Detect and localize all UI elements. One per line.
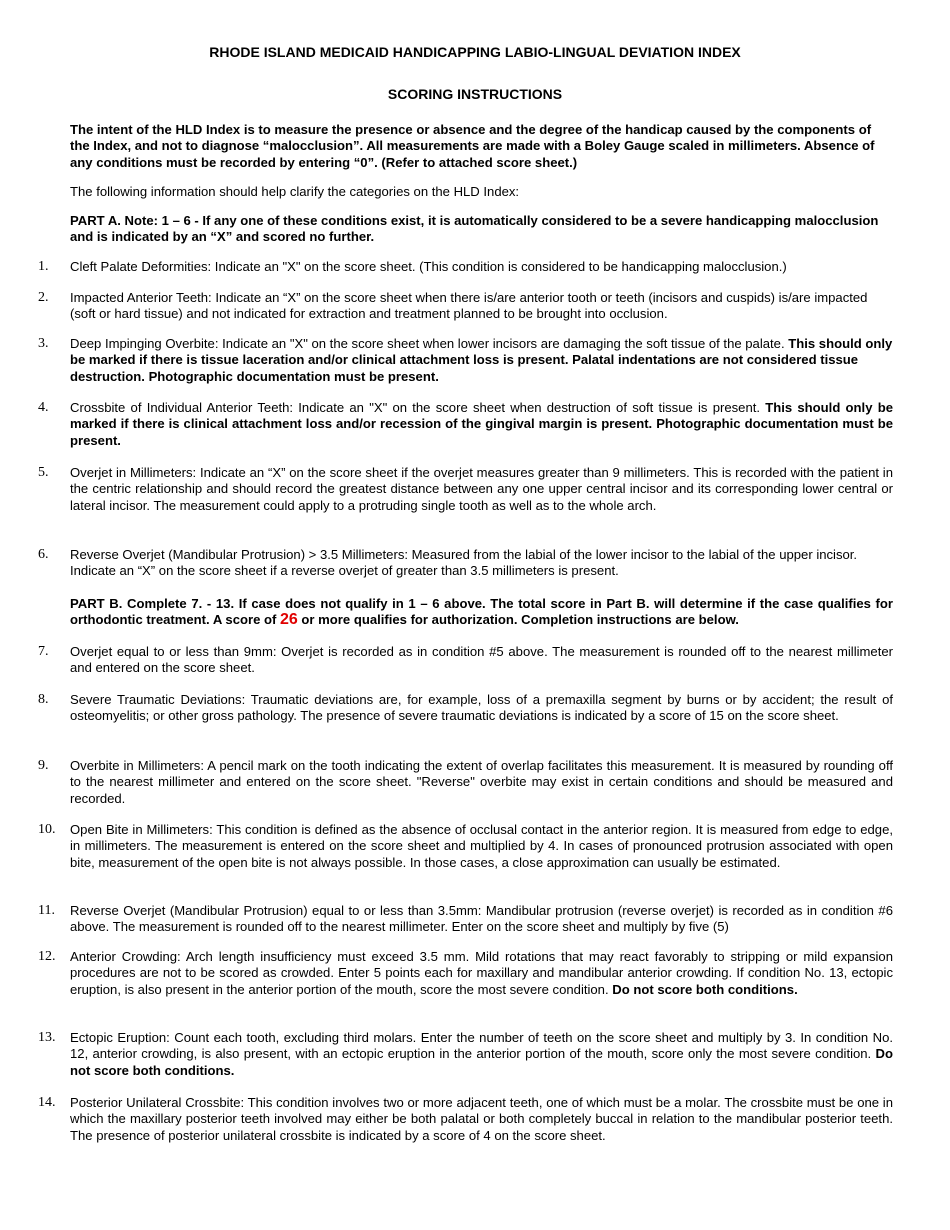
list-item <box>70 644 893 677</box>
item-number: 5. <box>38 465 49 480</box>
list-item <box>70 822 893 871</box>
item-number: 9. <box>38 758 49 773</box>
item-bold-text: Do not score both conditions. <box>70 1046 893 1078</box>
page-title: RHODE ISLAND MEDICAID HANDICAPPING LABIO-LINGUAL DEVIATION INDEX <box>209 44 741 60</box>
page-subtitle: SCORING INSTRUCTIONS <box>387 86 563 102</box>
qualifying-score: 26 <box>280 611 298 629</box>
item-text: Severe Traumatic Deviations: Traumatic deviations are, for example, loss of a premaxilla segment by burns or by accident; the result of osteomyelitis; or other gross pathology. The presence of severe traumatic deviations is indicated by a score of 15 on the score sheet. <box>70 692 893 724</box>
list-item <box>70 1095 893 1144</box>
item-number: 7. <box>38 644 49 659</box>
list-item <box>70 336 893 385</box>
part-b-heading <box>70 596 893 629</box>
item-number: 11. <box>38 903 55 918</box>
item-text: Crossbite of Individual Anterior Teeth: Indicate an "X" on the score sheet when destruction of soft tissue is present. <box>70 400 766 415</box>
item-number: 14. <box>38 1095 56 1110</box>
list-item <box>70 692 893 725</box>
list-item <box>70 290 893 323</box>
item-text: Overjet equal to or less than 9mm: Overjet is recorded as in condition #5 above. The measurement is rounded off to the nearest millimeter and entered on the score sheet. <box>70 644 893 676</box>
list-item <box>70 758 893 807</box>
clarify-paragraph: The following information should help clarify the categories on the HLD Index: <box>70 184 520 199</box>
item-number: 6. <box>38 547 49 562</box>
item-number: 3. <box>38 336 49 351</box>
item-text: Posterior Unilateral Crossbite: This condition involves two or more adjacent teeth, one of which must be a molar. The crossbite must be one in which the maxillary posterior teeth involved may either be both palatal or both completely buccal in relation to the mandibular posterior teeth. The presence of posterior unilateral crossbite is indicated by a score of 4 on the score sheet. <box>70 1095 893 1143</box>
item-text: Deep Impinging Overbite: Indicate an "X" on the score sheet when lower incisors are damaging the soft tissue of the palate. <box>70 336 789 351</box>
list-item <box>70 1030 893 1079</box>
list-item <box>70 547 893 580</box>
item-number: 13. <box>38 1030 56 1045</box>
item-number: 2. <box>38 290 49 305</box>
item-text: Reverse Overjet (Mandibular Protrusion) equal to or less than 3.5mm: Mandibular protrusion (reverse overjet) is recorded as in condition #6 above. The measurement is rounded off to the nearest millimeter. Enter on the score sheet and multiply by five (5) <box>70 903 893 935</box>
item-number: 1. <box>38 259 49 274</box>
list-item <box>70 949 893 998</box>
item-text: Overbite in Millimeters: A pencil mark on the tooth indicating the extent of overlap facilitates this measurement. It is measured by rounding off to the nearest millimeter and entered on the score sheet. "Reverse" overbite may exist in certain conditions and should be measured and recorded. <box>70 758 893 806</box>
item-number: 8. <box>38 692 49 707</box>
item-bold-text: This should only be marked if there is clinical attachment loss and/or recession of the gingival margin is present. Photographic documentation must be present. <box>70 400 893 448</box>
intro-paragraph: The intent of the HLD Index is to measure the presence or absence and the degree of the handicap caused by the components of the Index, and not to diagnose “malocclusion”. All measurements are made with a Boley Gauge scaled in millimeters. Absence of any conditions must be recorded by entering “0”. (Refer to attached score sheet.) <box>70 122 875 170</box>
item-bold-text: This should only be marked if there is tissue laceration and/or clinical attachment loss is present. Palatal indentations are not considered tissue destruction. Photographic documentation must be present. <box>70 336 893 384</box>
part-b-text-end: or more qualifies for authorization. Completion instructions are below. <box>297 612 739 628</box>
item-number: 10. <box>38 822 56 837</box>
item-number: 12. <box>38 949 56 964</box>
list-item <box>70 465 893 514</box>
item-text: Overjet in Millimeters: Indicate an “X” on the score sheet if the overjet measures greater than 9 millimeters. This is recorded with the patient in the centric relationship and should record the greatest distance between any one upper central incisor and its corresponding lower central or lateral incisor. The measurement could apply to a protruding single tooth as well as to the whole arch. <box>70 465 893 513</box>
item-text: Cleft Palate Deformities: Indicate an "X" on the score sheet. (This condition is considered to be handicapping malocclusion.) <box>70 259 787 274</box>
item-text: Impacted Anterior Teeth: Indicate an “X” on the score sheet when there is/are anterior tooth or teeth (incisors and cuspids) is/are impacted (soft or hard tissue) and not indicated for extraction and treatment planned to be brought into occlusion. <box>70 290 868 322</box>
list-item <box>70 903 893 936</box>
part-b-text: PART B. Complete 7. - 13. If case does not qualify in 1 – 6 above. The total score in Part B. will determine if the case qualifies for orthodontic treatment. A score of <box>70 596 893 628</box>
list-item <box>70 259 893 275</box>
part-a-heading: PART A. Note: 1 – 6 - If any one of these conditions exist, it is automatically considered to be a severe handicapping malocclusion and is indicated by an “X” and scored no further. <box>70 213 879 245</box>
item-text: Reverse Overjet (Mandibular Protrusion) > 3.5 Millimeters: Measured from the labial of the lower incisor to the labial of the upper incisor. Indicate an “X” on the score sheet if a reverse overjet of greater than 3.5 millimeters is present. <box>70 547 858 579</box>
list-item <box>70 400 893 449</box>
item-text: Open Bite in Millimeters: This condition is defined as the absence of occlusal contact in the anterior region. It is measured from edge to edge, in millimeters. The measurement is entered on the score sheet and multiplied by 4. In cases of pronounced protrusion associated with open bite, measurement of the open bite is not always possible. In those cases, a close approximation can usually be estimated. <box>70 822 893 870</box>
item-text: Anterior Crowding: Arch length insufficiency must exceed 3.5 mm. Mild rotations that may react favorably to stripping or mild expansion procedures are not to be scored as crowded. Enter 5 points each for maxillary and mandibular anterior crowding. If condition No. 13, ectopic eruption, is also present in the anterior portion of the mouth, score the most severe condition. <box>70 949 893 997</box>
item-number: 4. <box>38 400 49 415</box>
item-text: Ectopic Eruption: Count each tooth, excluding third molars. Enter the number of teeth on the score sheet and multiply by 3. In condition No. 12, anterior crowding, is also present, with an ectopic eruption in the anterior portion of the mouth, score only the most severe condition. <box>70 1030 893 1062</box>
item-bold-text: Do not score both conditions. <box>612 981 798 997</box>
